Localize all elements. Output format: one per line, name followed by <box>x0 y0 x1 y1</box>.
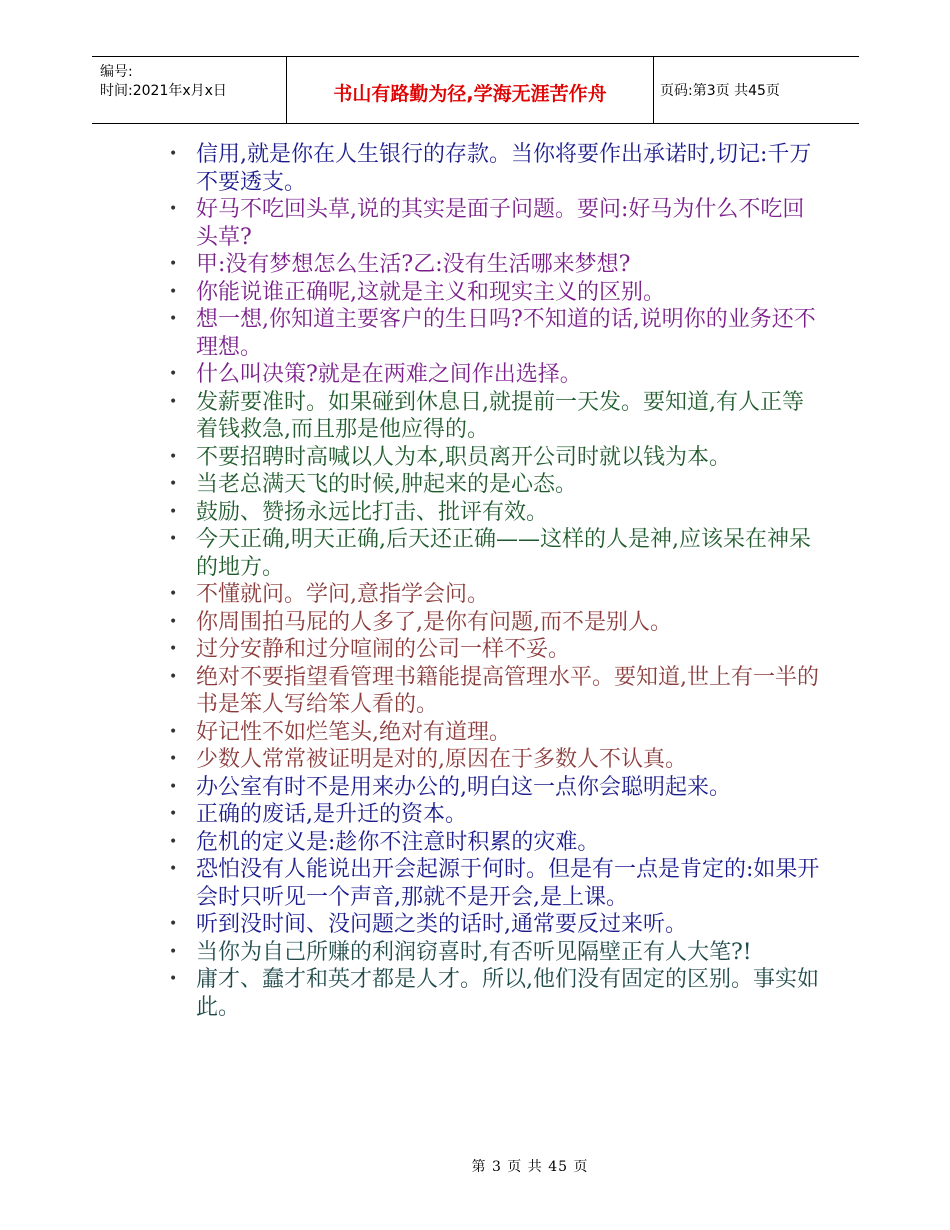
header-motto: 书山有路勤为径,学海无涯苦作舟 <box>333 83 607 105</box>
list-item-text: 过分安静和过分喧闹的公司一样不妥。 <box>196 637 571 662</box>
list-item <box>162 279 822 307</box>
bullet-icon: • <box>169 201 178 217</box>
document-number-label: 编号: <box>100 64 133 80</box>
list-item-text: 恐怕没有人能说出开会起源于何时。但是有一点是肯定的:如果开会时只听见一个声音,那就不是开会,是上课。 <box>196 857 820 910</box>
bullet-icon: • <box>169 751 178 767</box>
list-item <box>162 801 822 829</box>
list-item-text: 想一想,你知道主要客户的生日吗?不知道的话,说明你的业务还不理想。 <box>196 307 816 360</box>
list-item-text: 鼓励、赞扬永远比打击、批评有效。 <box>196 499 549 525</box>
bullet-icon: • <box>169 668 178 685</box>
bullet-icon: • <box>169 503 178 520</box>
bullet-icon: • <box>169 476 178 492</box>
bullet-icon: • <box>169 806 178 822</box>
list-item <box>162 911 822 939</box>
list-item-text: 当老总满天飞的时候,肿起来的是心态。 <box>196 472 577 497</box>
list-item-text: 当你为自己所赚的利润窃喜时,有否听见隔壁正有人大笔?! <box>196 939 752 965</box>
list-item <box>162 664 822 719</box>
list-item-text: 不懂就问。学问,意指学会问。 <box>196 582 489 607</box>
list-item <box>162 499 822 527</box>
list-item <box>162 444 822 472</box>
list-item <box>162 636 822 664</box>
bullet-icon: • <box>169 311 178 327</box>
list-item-text: 庸才、蠢才和英才都是人才。所以,他们没有固定的区别。事实如此。 <box>196 967 819 1020</box>
list-item-text: 危机的定义是:趁你不注意时积累的灾难。 <box>196 829 600 855</box>
bullet-icon: • <box>169 393 178 410</box>
quote-list <box>162 141 822 1021</box>
list-item-text: 好记性不如烂笔头,绝对有道理。 <box>196 719 511 745</box>
list-item <box>162 581 822 609</box>
list-item <box>162 306 822 361</box>
list-item <box>162 389 822 444</box>
list-item <box>162 829 822 857</box>
list-item-text: 正确的废话,是升迁的资本。 <box>196 802 467 827</box>
list-item-text: 你周围拍马屁的人多了,是你有问题,而不是别人。 <box>196 609 672 635</box>
list-item-text: 信用,就是你在人生银行的存款。当你将要作出承诺时,切记:千万不要透支。 <box>196 142 812 195</box>
bullet-icon: • <box>169 283 178 300</box>
bullet-icon: • <box>169 613 178 630</box>
list-item <box>162 746 822 774</box>
list-item <box>162 719 822 747</box>
bullet-icon: • <box>169 256 178 272</box>
list-item-text: 什么叫决策?就是在两难之间作出选择。 <box>196 362 582 387</box>
list-item <box>162 471 822 499</box>
bullet-icon: • <box>169 723 178 740</box>
list-item <box>162 251 822 279</box>
header-meta-cell <box>92 57 286 123</box>
header-page-info: 页码:第3页 共45页 <box>660 83 780 99</box>
bullet-icon: • <box>169 366 178 382</box>
bullet-icon: • <box>169 971 178 987</box>
list-item <box>162 966 822 1021</box>
bullet-icon: • <box>169 833 178 850</box>
header-motto-cell <box>286 57 654 123</box>
page-header <box>92 56 859 124</box>
list-item-text: 好马不吃回头草,说的其实是面子问题。要问:好马为什么不吃回头草? <box>196 197 805 250</box>
bullet-icon: • <box>169 448 178 465</box>
list-item-text: 不要招聘时高喊以人为本,职员离开公司时就以钱为本。 <box>196 444 731 470</box>
list-item-text: 甲:没有梦想怎么生活?乙:没有生活哪来梦想? <box>196 252 631 277</box>
list-item-text: 少数人常常被证明是对的,原因在于多数人不认真。 <box>196 747 687 772</box>
bullet-icon: • <box>169 861 178 877</box>
list-item <box>162 361 822 389</box>
bullet-icon: • <box>169 586 178 602</box>
list-item <box>162 939 822 967</box>
list-item-text: 你能说谁正确呢,这就是主义和现实主义的区别。 <box>196 279 665 305</box>
list-item-text: 听到没时间、没问题之类的话时,通常要反过来听。 <box>196 912 687 937</box>
document-date-label: 时间:2021年x月x日 <box>100 83 227 99</box>
list-item-text: 绝对不要指望看管理书籍能提高管理水平。要知道,世上有一半的书是笨人写给笨人看的。 <box>196 664 819 717</box>
list-item <box>162 609 822 637</box>
bullet-icon: • <box>169 916 178 932</box>
list-item <box>162 141 822 196</box>
list-item-text: 今天正确,明天正确,后天还正确——这样的人是神,应该呆在神呆的地方。 <box>196 527 811 580</box>
bullet-icon: • <box>169 531 178 547</box>
list-item <box>162 526 822 581</box>
page-footer: 第 3 页 共 45 页 <box>471 1159 589 1175</box>
list-item-text: 发薪要准时。如果碰到休息日,就提前一天发。要知道,有人正等着钱救急,而且那是他应得的。 <box>196 389 804 442</box>
list-item <box>162 774 822 802</box>
list-item <box>162 856 822 911</box>
list-item-text: 办公室有时不是用来办公的,明白这一点你会聪明起来。 <box>196 774 731 800</box>
list-item <box>162 196 822 251</box>
bullet-icon: • <box>169 943 178 960</box>
bullet-icon: • <box>169 146 178 162</box>
bullet-icon: • <box>169 641 178 657</box>
bullet-icon: • <box>169 778 178 795</box>
header-page-cell <box>652 57 859 123</box>
